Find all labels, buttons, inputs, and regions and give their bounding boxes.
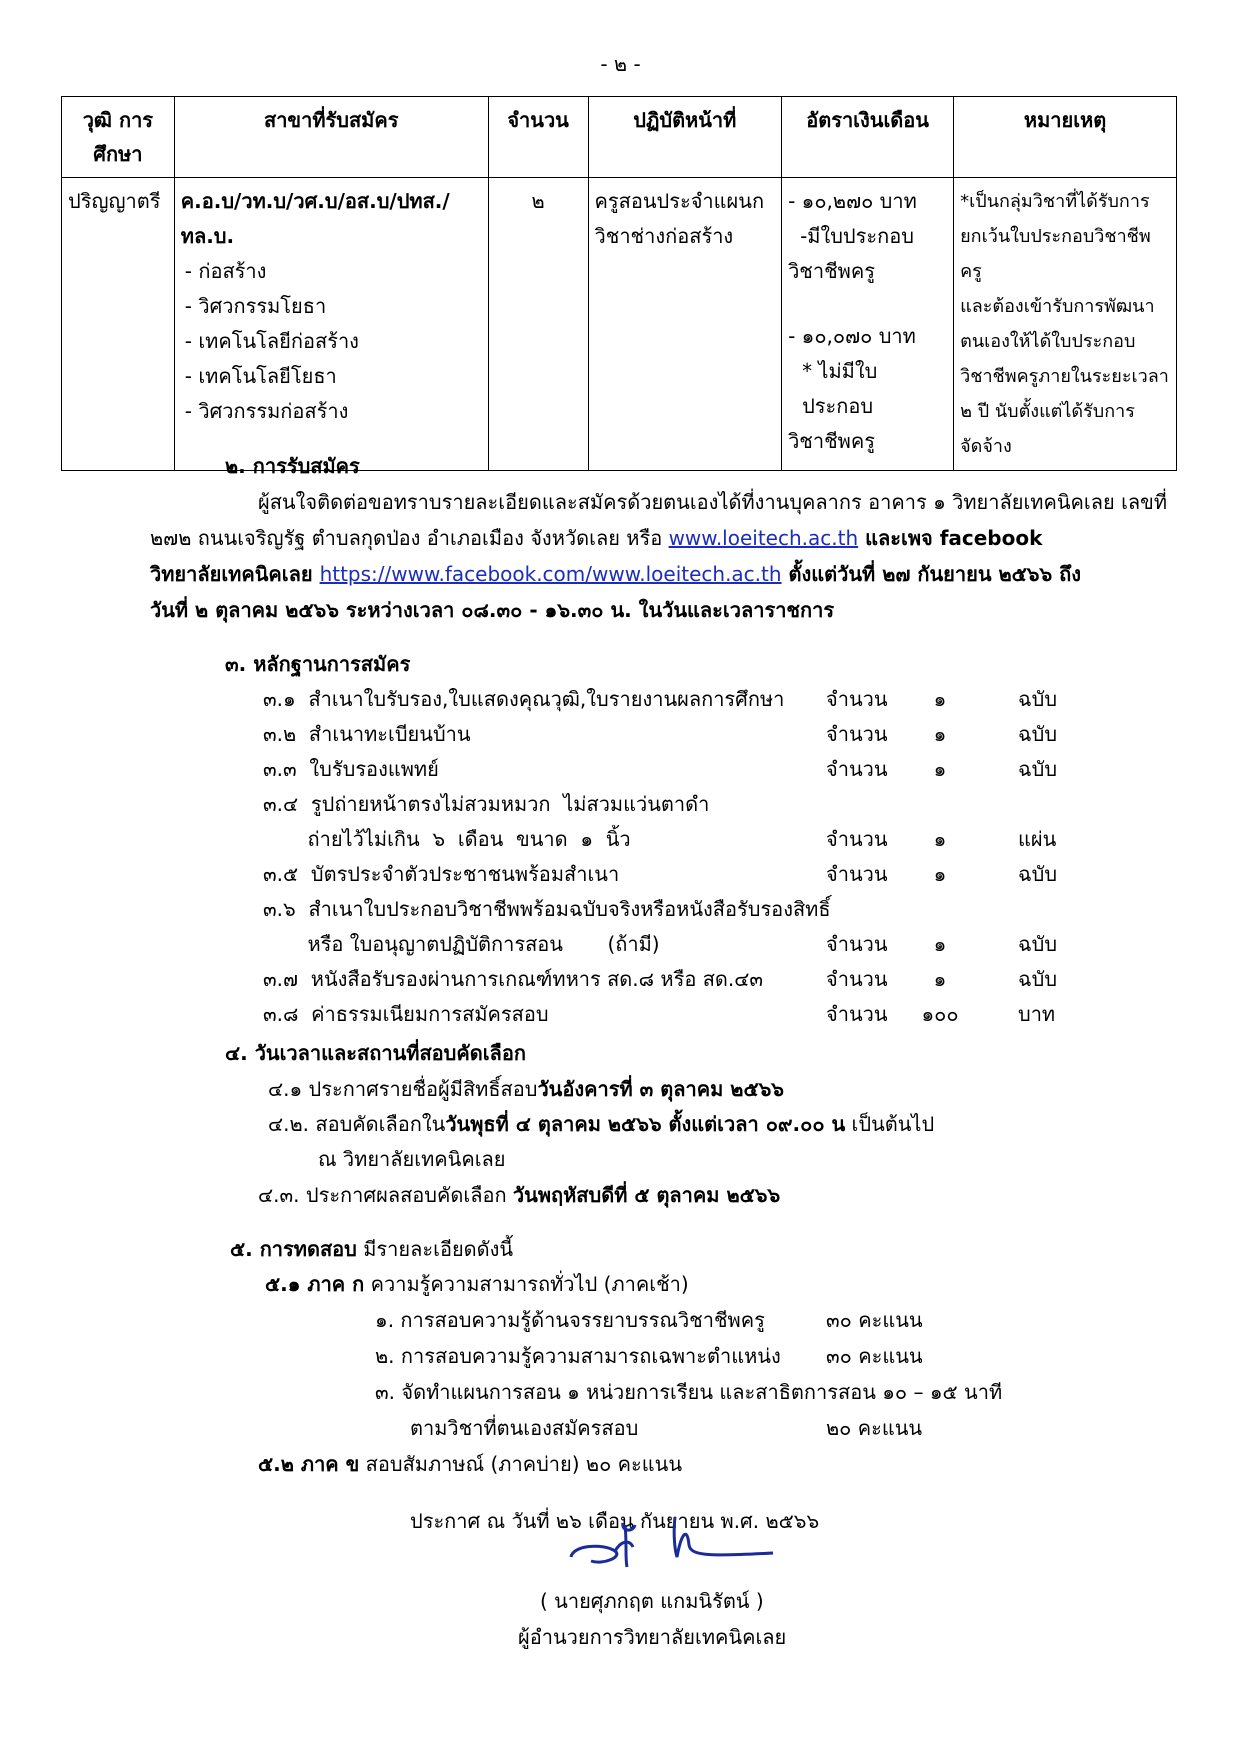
section-5-title-rest: มีรายละเอียดดังนี้: [356, 1237, 514, 1261]
section-3-title: ๓. หลักฐานการสมัคร: [225, 652, 411, 676]
s5-part-2-rest: สอบสัมภาษณ์ (ภาคบ่าย) ๒๐ คะแนน: [359, 1452, 682, 1476]
signer-name: ( นายศุภกฤต แกมนิรัตน์ ): [540, 1589, 764, 1613]
header-major: สาขาที่รับสมัคร: [174, 97, 488, 178]
document-item-u: แผ่น: [1018, 827, 1057, 851]
table-row: [62, 178, 1177, 471]
cell-duty: ครูสอนประจำแผนกวิชาช่างก่อสร้าง: [588, 178, 782, 471]
salary-line: วิชาชีพครู: [788, 259, 875, 283]
position-table: [61, 96, 1177, 471]
section-5-title: [230, 1233, 513, 1265]
s4-item-2-text: ๔.๒. สอบคัดเลือกใน: [268, 1112, 446, 1136]
document-item-n: ๑๐๐: [921, 1002, 959, 1026]
header-duty: ปฏิบัติหน้าที่: [588, 97, 782, 178]
majors-head-1: ค.อ.บ/วท.บ/วศ.บ/อส.บ/ปทส./: [180, 189, 450, 213]
s4-item-3: [258, 1179, 780, 1211]
document-item-q: จำนวน: [826, 722, 888, 746]
s4-item-2: [268, 1108, 934, 1140]
note-line: จัดจ้าง: [960, 436, 1012, 457]
s4-item-1-date: วันอังคารที่ ๓ ตุลาคม ๒๕๖๖: [537, 1077, 784, 1101]
s4-item-3-date: วันพฤหัสบดีที่ ๕ ตุลาคม ๒๕๖๖: [512, 1183, 781, 1207]
s2-line-3: [150, 558, 1081, 590]
salary-line: -มีใบประกอบ: [800, 224, 914, 248]
major-item: - เทคโนโลยีโยธา: [184, 364, 337, 388]
s2-line-2b: และเพจ facebook: [858, 526, 1043, 550]
document-item-n: ๑: [933, 932, 947, 956]
facebook-link[interactable]: https://www.facebook.com/www.loeitech.ac.th: [319, 562, 782, 586]
document-item-q: จำนวน: [826, 967, 888, 991]
document-item-n: ๑: [933, 757, 947, 781]
majors-head-2: ทล.บ.: [180, 224, 235, 248]
header-degree: วุฒิ การศึกษา: [62, 97, 175, 178]
document-item-q: จำนวน: [826, 757, 888, 781]
document-item-n: ๑: [933, 827, 947, 851]
announce-date: ประกาศ ณ วันที่ ๒๖ เดือน กันยายน พ.ศ. ๒๕๖๖: [410, 1509, 820, 1533]
header-note: หมายเหตุ: [954, 97, 1177, 178]
major-item: - วิศวกรรมก่อสร้าง: [184, 399, 349, 423]
section-5-title-bold: ๕. การทดสอบ: [230, 1237, 357, 1261]
s5-item-3-cont: ตามวิชาที่ตนเองสมัครสอบ: [410, 1416, 639, 1440]
s2-line-1: ผู้สนใจติดต่อขอทราบรายละเอียดและสมัครด้วยตนเองได้ที่งานบุคลากร อาคาร ๑ วิทยาลัยเทคนิคเลย เลขที่: [258, 490, 1168, 514]
note-line: ๒ ปี นับตั้งแต่ได้รับการ: [960, 401, 1135, 422]
header-salary: อัตราเงินเดือน: [782, 97, 954, 178]
s5-part-2: [258, 1448, 682, 1480]
cell-degree: ปริญญาตรี: [62, 178, 175, 471]
document-item-n: ๑: [933, 722, 947, 746]
major-item: - เทคโนโลยีก่อสร้าง: [184, 329, 359, 353]
s4-item-2-date: วันพุธที่ ๔ ตุลาคม ๒๕๖๖ ตั้งแต่เวลา ๐๙.๐๐ น: [445, 1112, 846, 1136]
s5-part-1-bold: ๕.๑ ภาค ก: [265, 1272, 365, 1296]
document-item-u: บาท: [1018, 1002, 1056, 1026]
document-item-label: ๓.๗ หนังสือรับรองผ่านการเกณฑ์ทหาร สด.๘ หรือ สด.๔๓: [263, 967, 764, 991]
note-line: *เป็นกลุ่มวิชาที่ได้รับการ: [960, 191, 1150, 212]
document-item-n: ๑: [933, 687, 947, 711]
note-line: และต้องเข้ารับการพัฒนา: [960, 296, 1155, 317]
document-item-u: ฉบับ: [1018, 687, 1058, 711]
cell-note: [954, 178, 1177, 471]
document-item-label: ๓.๖ สำเนาใบประกอบวิชาชีพพร้อมฉบับจริงหรือหนังสือรับรองสิทธิ์: [263, 897, 831, 921]
document-item-q: จำนวน: [826, 687, 888, 711]
s2-line-4: วันที่ ๒ ตุลาคม ๒๕๖๖ ระหว่างเวลา ๐๘.๓๐ - ๑๖.๓๐ น. ในวันและเวลาราชการ: [150, 598, 835, 622]
s2-line-2a: ๒๗๒ ถนนเจริญรัฐ ตำบลกุดป่อง อำเภอเมือง จังหวัดเลย หรือ: [150, 526, 669, 550]
salary-line: วิชาชีพครู: [788, 429, 875, 453]
document-item-label: ๓.๓ ใบรับรองแพทย์: [263, 757, 439, 781]
s5-item-3-score: ๒๐ คะแนน: [826, 1416, 923, 1440]
cell-salary: [782, 178, 954, 471]
document-item-q: จำนวน: [826, 862, 888, 886]
document-item-q: จำนวน: [826, 932, 888, 956]
cell-count: ๒: [488, 178, 588, 471]
s5-item-2-score: ๓๐ คะแนน: [826, 1344, 923, 1368]
header-count: จำนวน: [488, 97, 588, 178]
section-4-title: ๔. วันเวลาและสถานที่สอบคัดเลือก: [225, 1041, 526, 1065]
s2-line-2: [150, 522, 1042, 554]
document-item-q: จำนวน: [826, 827, 888, 851]
major-item: - ก่อสร้าง: [184, 259, 267, 283]
document-item-label: ๓.๑ สำเนาใบรับรอง,ใบแสดงคุณวุฒิ,ใบรายงานผลการศึกษา: [263, 687, 785, 711]
s5-item-1-score: ๓๐ คะแนน: [826, 1308, 923, 1332]
document-item-u: ฉบับ: [1018, 932, 1058, 956]
page-number: - ๒ -: [600, 52, 641, 76]
s5-part-1: [265, 1268, 689, 1300]
s5-item-2: ๒. การสอบความรู้ความสามารถเฉพาะตำแหน่ง: [375, 1344, 781, 1368]
s5-item-3: ๓. จัดทำแผนการสอน ๑ หน่วยการเรียน และสาธิตการสอน ๑๐ – ๑๕ นาที: [375, 1380, 1003, 1404]
note-line: วิชาชีพครูภายในระยะเวลา: [960, 366, 1169, 387]
document-item-q: จำนวน: [826, 1002, 888, 1026]
document-item-label: ๓.๕ บัตรประจำตัวประชาชนพร้อมสำเนา: [263, 862, 620, 886]
website-link[interactable]: www.loeitech.ac.th: [668, 526, 859, 550]
s2-line-3b: ตั้งแต่วันที่ ๒๗ กันยายน ๒๕๖๖ ถึง: [781, 562, 1082, 586]
document-item-u: ฉบับ: [1018, 862, 1058, 886]
salary-line: - ๑๐,๐๗๐ บาท: [788, 324, 916, 348]
signature-image: [563, 1495, 793, 1575]
s4-item-1: [268, 1073, 784, 1105]
document-item-u: ฉบับ: [1018, 722, 1058, 746]
major-item: - วิศวกรรมโยธา: [184, 294, 327, 318]
document-item-label: ๓.๘ ค่าธรรมเนียมการสมัครสอบ: [263, 1002, 549, 1026]
s4-item-2-post: เป็นต้นไป: [845, 1112, 935, 1136]
document-item-u: ฉบับ: [1018, 757, 1058, 781]
table-header-row: [62, 97, 1177, 178]
document-item-n: ๑: [933, 967, 947, 991]
note-line: ยกเว้นใบประกอบวิชาชีพครู: [960, 226, 1151, 282]
document-item-label: ๓.๒ สำเนาทะเบียนบ้าน: [263, 722, 471, 746]
s5-part-2-bold: ๕.๒ ภาค ข: [258, 1452, 360, 1476]
s4-item-1-text: ๔.๑ ประกาศรายชื่อผู้มีสิทธิ์สอบ: [268, 1077, 538, 1101]
s5-item-1: ๑. การสอบความรู้ด้านจรรยาบรรณวิชาชีพครู: [375, 1308, 765, 1332]
s5-part-1-rest: ความรู้ความสามารถทั่วไป (ภาคเช้า): [364, 1272, 689, 1296]
document-item-label: หรือ ใบอนุญาตปฏิบัติการสอน (ถ้ามี): [263, 932, 660, 956]
document-item-label: ๓.๔ รูปถ่ายหน้าตรงไม่สวมหมวก ไม่สวมแว่นตาดำ: [263, 792, 710, 816]
signer-title: ผู้อำนวยการวิทยาลัยเทคนิคเลย: [518, 1625, 787, 1649]
cell-majors: [174, 178, 488, 471]
salary-line: * ไม่มีใบประกอบ: [802, 359, 878, 418]
s4-item-2-place: ณ วิทยาลัยเทคนิคเลย: [318, 1147, 506, 1171]
section-2-title: ๒. การรับสมัคร: [225, 454, 360, 478]
s2-line-3a: วิทยาลัยเทคนิคเลย: [150, 562, 320, 586]
document-item-n: ๑: [933, 862, 947, 886]
note-line: ตนเองให้ได้ใบประกอบ: [960, 331, 1136, 352]
document-item-u: ฉบับ: [1018, 967, 1058, 991]
document-item-label: ถ่ายไว้ไม่เกิน ๖ เดือน ขนาด ๑ นิ้ว: [263, 827, 631, 851]
s4-item-3-text: ๔.๓. ประกาศผลสอบคัดเลือก: [258, 1183, 513, 1207]
salary-line: - ๑๐,๒๗๐ บาท: [788, 189, 917, 213]
